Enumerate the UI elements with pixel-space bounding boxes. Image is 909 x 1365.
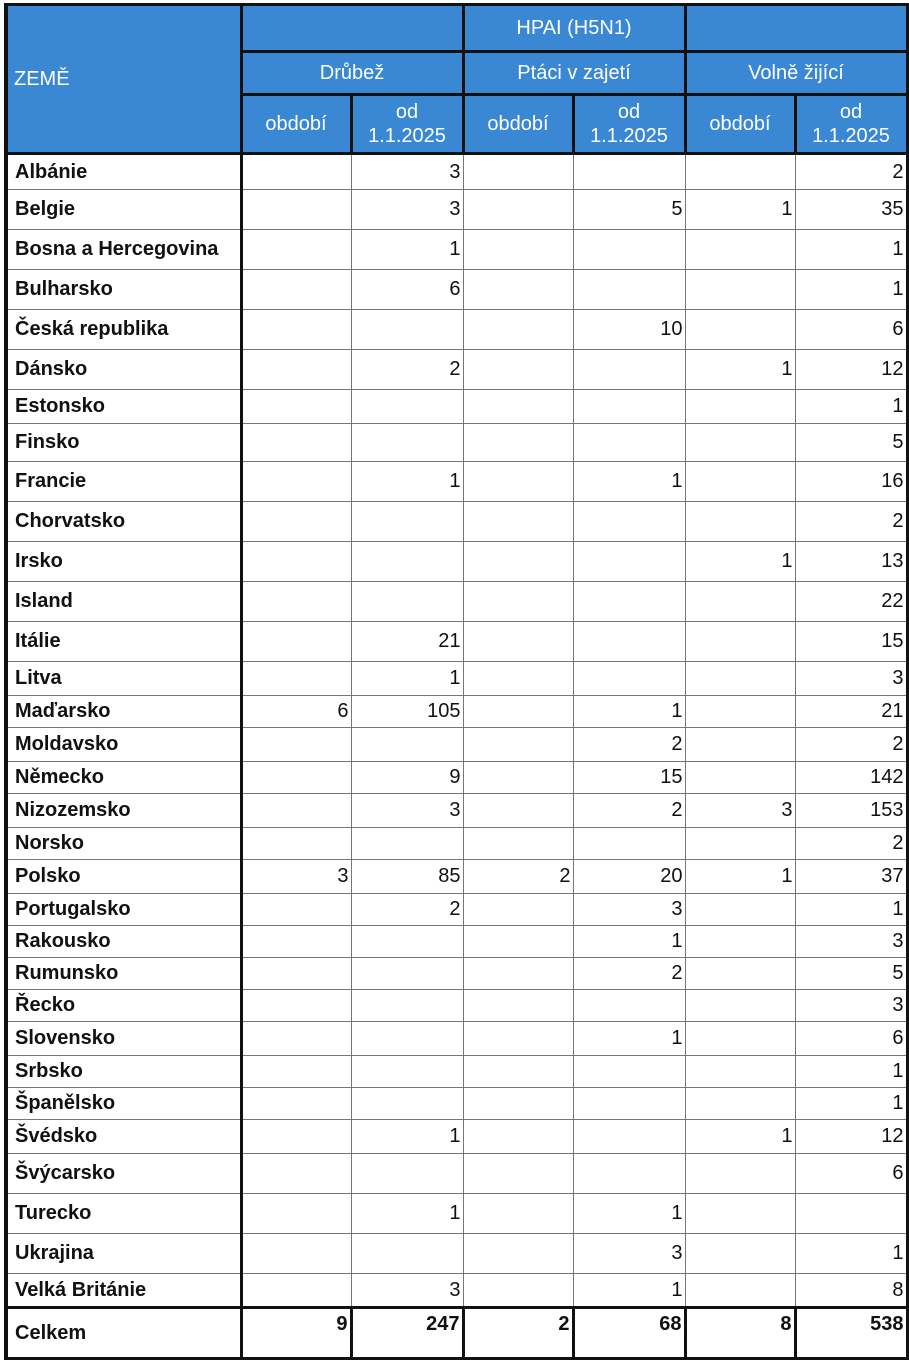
value-cell (351, 390, 463, 424)
since-line-1: od (839, 101, 863, 123)
value-cell (463, 622, 573, 662)
table-row (6, 728, 907, 762)
value-cell (463, 828, 573, 860)
value-cell: 1 (351, 1120, 463, 1154)
value-cell (241, 828, 351, 860)
value-cell (573, 230, 685, 270)
subheader-since (351, 95, 463, 154)
value-cell (241, 762, 351, 794)
value-cell (241, 1056, 351, 1088)
value-cell: 2 (351, 894, 463, 926)
value-cell (351, 310, 463, 350)
table-row (6, 1120, 907, 1154)
value-cell: 6 (795, 1154, 907, 1194)
value-cell: 1 (795, 894, 907, 926)
country-name: Irsko (6, 542, 241, 582)
value-cell (463, 1274, 573, 1308)
since-line-1: od (617, 101, 641, 123)
value-cell (685, 1154, 795, 1194)
total-cell: 68 (573, 1308, 685, 1359)
value-cell (573, 1120, 685, 1154)
value-cell: 15 (795, 622, 907, 662)
value-cell (685, 502, 795, 542)
value-cell (573, 1088, 685, 1120)
table-row (6, 424, 907, 462)
value-cell (463, 270, 573, 310)
value-cell: 22 (795, 582, 907, 622)
value-cell (685, 894, 795, 926)
value-cell: 2 (573, 794, 685, 828)
country-name: Slovensko (6, 1022, 241, 1056)
since-line-2: 1.1.2025 (368, 125, 446, 147)
value-cell (241, 990, 351, 1022)
value-cell: 1 (685, 350, 795, 390)
value-cell (351, 828, 463, 860)
value-cell: 142 (795, 762, 907, 794)
table-row (6, 990, 907, 1022)
value-cell: 2 (463, 860, 573, 894)
value-cell (463, 390, 573, 424)
country-name: Ukrajina (6, 1234, 241, 1274)
value-cell (685, 1088, 795, 1120)
value-cell (463, 1120, 573, 1154)
subheader-period: období (685, 95, 795, 154)
value-cell (685, 762, 795, 794)
value-cell: 12 (795, 350, 907, 390)
table-row (6, 462, 907, 502)
country-name: Dánsko (6, 350, 241, 390)
value-cell: 1 (795, 270, 907, 310)
value-cell (685, 828, 795, 860)
total-cell: 9 (241, 1308, 351, 1359)
since-line-2: 1.1.2025 (812, 125, 890, 147)
country-name: Maďarsko (6, 696, 241, 728)
subheader-since (795, 95, 907, 154)
group-header-captive: Ptáci v zajetí (463, 52, 685, 95)
total-row (6, 1308, 907, 1359)
value-cell (351, 1022, 463, 1056)
value-cell: 3 (795, 926, 907, 958)
value-cell: 1 (795, 1056, 907, 1088)
value-cell: 5 (573, 190, 685, 230)
value-cell (573, 350, 685, 390)
value-cell (463, 424, 573, 462)
country-name: Finsko (6, 424, 241, 462)
country-name: Česká republika (6, 310, 241, 350)
value-cell: 9 (351, 762, 463, 794)
value-cell (351, 926, 463, 958)
subheader-period: období (241, 95, 351, 154)
value-cell: 3 (795, 990, 907, 1022)
value-cell: 1 (351, 230, 463, 270)
total-cell: 247 (351, 1308, 463, 1359)
value-cell: 6 (795, 1022, 907, 1056)
value-cell (241, 462, 351, 502)
value-cell: 2 (795, 828, 907, 860)
table-row (6, 1088, 907, 1120)
value-cell: 3 (573, 1234, 685, 1274)
value-cell: 20 (573, 860, 685, 894)
country-name: Řecko (6, 990, 241, 1022)
value-cell: 21 (351, 622, 463, 662)
value-cell: 5 (795, 424, 907, 462)
value-cell (685, 270, 795, 310)
value-cell (241, 622, 351, 662)
table-row (6, 894, 907, 926)
country-name: Litva (6, 662, 241, 696)
value-cell (463, 662, 573, 696)
country-name: Polsko (6, 860, 241, 894)
value-cell (351, 728, 463, 762)
value-cell (351, 424, 463, 462)
group-header-poultry: Drůbež (241, 52, 463, 95)
value-cell: 16 (795, 462, 907, 502)
table-row (6, 794, 907, 828)
table-row (6, 828, 907, 860)
table-row (6, 190, 907, 230)
table-row (6, 1056, 907, 1088)
value-cell: 2 (573, 728, 685, 762)
value-cell (573, 542, 685, 582)
value-cell: 12 (795, 1120, 907, 1154)
value-cell: 1 (351, 462, 463, 502)
value-cell (351, 1088, 463, 1120)
country-name: Německo (6, 762, 241, 794)
value-cell (463, 310, 573, 350)
value-cell: 3 (795, 662, 907, 696)
value-cell: 3 (351, 154, 463, 190)
table-row (6, 270, 907, 310)
table-row (6, 390, 907, 424)
value-cell (351, 502, 463, 542)
table-row (6, 860, 907, 894)
table-row (6, 582, 907, 622)
value-cell (685, 1274, 795, 1308)
value-cell (685, 310, 795, 350)
table-row (6, 1154, 907, 1194)
value-cell: 6 (241, 696, 351, 728)
value-cell: 2 (795, 728, 907, 762)
value-cell (241, 1274, 351, 1308)
value-cell: 1 (351, 1194, 463, 1234)
table-body (6, 154, 907, 1308)
value-cell: 37 (795, 860, 907, 894)
value-cell (685, 390, 795, 424)
subheader-period: období (463, 95, 573, 154)
value-cell (685, 990, 795, 1022)
value-cell (463, 894, 573, 926)
country-name: Velká Británie (6, 1274, 241, 1308)
value-cell: 1 (351, 662, 463, 696)
value-cell: 2 (351, 350, 463, 390)
value-cell (351, 958, 463, 990)
value-cell (685, 662, 795, 696)
value-cell (463, 1022, 573, 1056)
country-name: Švýcarsko (6, 1154, 241, 1194)
table-row (6, 542, 907, 582)
value-cell (685, 728, 795, 762)
value-cell (463, 1154, 573, 1194)
value-cell (241, 894, 351, 926)
value-cell (573, 828, 685, 860)
value-cell: 3 (351, 794, 463, 828)
value-cell (685, 1234, 795, 1274)
value-cell (463, 794, 573, 828)
value-cell: 2 (795, 154, 907, 190)
value-cell (241, 1234, 351, 1274)
value-cell (463, 1056, 573, 1088)
value-cell (241, 502, 351, 542)
value-cell (241, 1088, 351, 1120)
since-line-1: od (395, 101, 419, 123)
value-cell (573, 424, 685, 462)
value-cell: 3 (573, 894, 685, 926)
value-cell (685, 622, 795, 662)
value-cell (351, 582, 463, 622)
table-row (6, 696, 907, 728)
value-cell: 1 (573, 1274, 685, 1308)
table-row (6, 622, 907, 662)
value-cell (241, 958, 351, 990)
value-cell: 3 (241, 860, 351, 894)
value-cell: 3 (685, 794, 795, 828)
value-cell (351, 542, 463, 582)
value-cell (463, 728, 573, 762)
value-cell (463, 762, 573, 794)
value-cell: 1 (795, 1088, 907, 1120)
value-cell: 6 (351, 270, 463, 310)
value-cell (685, 926, 795, 958)
value-cell: 2 (573, 958, 685, 990)
value-cell (241, 926, 351, 958)
value-cell (241, 728, 351, 762)
value-cell (463, 1088, 573, 1120)
value-cell: 1 (685, 190, 795, 230)
value-cell (463, 350, 573, 390)
value-cell (463, 926, 573, 958)
value-cell (241, 1194, 351, 1234)
table-row (6, 662, 907, 696)
country-name: Španělsko (6, 1088, 241, 1120)
country-name: Chorvatsko (6, 502, 241, 542)
value-cell (241, 542, 351, 582)
value-cell (241, 270, 351, 310)
table-row (6, 1234, 907, 1274)
country-name: Rumunsko (6, 958, 241, 990)
value-cell (241, 350, 351, 390)
value-cell (573, 990, 685, 1022)
table-row (6, 230, 907, 270)
value-cell: 6 (795, 310, 907, 350)
value-cell (573, 390, 685, 424)
table-row (6, 154, 907, 190)
value-cell (351, 1056, 463, 1088)
hpai-table-wrapper (4, 3, 904, 1360)
value-cell (463, 582, 573, 622)
value-cell: 8 (795, 1274, 907, 1308)
value-cell: 1 (685, 860, 795, 894)
table-row (6, 1274, 907, 1308)
value-cell: 21 (795, 696, 907, 728)
value-cell (573, 154, 685, 190)
value-cell: 1 (573, 462, 685, 502)
table-row (6, 1022, 907, 1056)
table-row (6, 926, 907, 958)
value-cell (463, 990, 573, 1022)
table-row (6, 1194, 907, 1234)
header-blank-left (241, 5, 463, 52)
group-header-wild: Volně žijící (685, 52, 907, 95)
subheader-since (573, 95, 685, 154)
country-name: Moldavsko (6, 728, 241, 762)
value-cell (241, 1022, 351, 1056)
value-cell: 1 (573, 1022, 685, 1056)
country-name: Srbsko (6, 1056, 241, 1088)
country-name: Rakousko (6, 926, 241, 958)
value-cell (463, 696, 573, 728)
value-cell (685, 424, 795, 462)
table-row (6, 350, 907, 390)
value-cell (241, 310, 351, 350)
country-name: Švédsko (6, 1120, 241, 1154)
value-cell: 5 (795, 958, 907, 990)
value-cell (463, 502, 573, 542)
value-cell (463, 1194, 573, 1234)
value-cell (685, 230, 795, 270)
country-name: Turecko (6, 1194, 241, 1234)
value-cell: 1 (685, 542, 795, 582)
value-cell (463, 958, 573, 990)
disease-header: HPAI (H5N1) (463, 5, 685, 52)
value-cell (573, 662, 685, 696)
total-cell: 2 (463, 1308, 573, 1359)
value-cell (241, 390, 351, 424)
country-name: Francie (6, 462, 241, 502)
value-cell (685, 1022, 795, 1056)
value-cell (685, 958, 795, 990)
value-cell: 1 (685, 1120, 795, 1154)
total-cell: 8 (685, 1308, 795, 1359)
table-row (6, 502, 907, 542)
value-cell (573, 502, 685, 542)
value-cell: 13 (795, 542, 907, 582)
value-cell (685, 582, 795, 622)
hpai-outbreak-table (4, 3, 909, 1360)
country-column-header: ZEMĚ (6, 5, 241, 154)
country-name: Norsko (6, 828, 241, 860)
value-cell: 1 (573, 926, 685, 958)
value-cell (463, 154, 573, 190)
value-cell (795, 1194, 907, 1234)
value-cell (351, 990, 463, 1022)
country-name: Bulharsko (6, 270, 241, 310)
country-name: Island (6, 582, 241, 622)
value-cell (573, 1056, 685, 1088)
value-cell (241, 424, 351, 462)
value-cell (685, 154, 795, 190)
value-cell (351, 1234, 463, 1274)
value-cell (241, 154, 351, 190)
value-cell (463, 1234, 573, 1274)
value-cell (685, 1056, 795, 1088)
value-cell: 153 (795, 794, 907, 828)
value-cell: 15 (573, 762, 685, 794)
value-cell (241, 794, 351, 828)
value-cell (463, 230, 573, 270)
value-cell (463, 462, 573, 502)
value-cell: 1 (573, 696, 685, 728)
value-cell (463, 190, 573, 230)
value-cell: 35 (795, 190, 907, 230)
header-blank-right (685, 5, 907, 52)
value-cell (241, 662, 351, 696)
table-row (6, 762, 907, 794)
value-cell (573, 1154, 685, 1194)
value-cell (685, 696, 795, 728)
country-name: Portugalsko (6, 894, 241, 926)
value-cell (241, 1120, 351, 1154)
value-cell (685, 1194, 795, 1234)
country-name: Nizozemsko (6, 794, 241, 828)
table-row (6, 958, 907, 990)
value-cell: 1 (795, 230, 907, 270)
country-name: Estonsko (6, 390, 241, 424)
country-name: Belgie (6, 190, 241, 230)
value-cell (241, 230, 351, 270)
value-cell: 3 (351, 190, 463, 230)
since-line-2: 1.1.2025 (590, 125, 668, 147)
country-name: Albánie (6, 154, 241, 190)
value-cell (573, 582, 685, 622)
value-cell (463, 542, 573, 582)
value-cell: 105 (351, 696, 463, 728)
country-name: Itálie (6, 622, 241, 662)
value-cell: 85 (351, 860, 463, 894)
value-cell (573, 270, 685, 310)
value-cell: 10 (573, 310, 685, 350)
total-label: Celkem (6, 1308, 241, 1359)
value-cell (241, 1154, 351, 1194)
table-row (6, 310, 907, 350)
value-cell (241, 190, 351, 230)
value-cell: 1 (795, 390, 907, 424)
total-cell: 538 (795, 1308, 907, 1359)
value-cell (573, 622, 685, 662)
value-cell: 3 (351, 1274, 463, 1308)
country-name: Bosna a Hercegovina (6, 230, 241, 270)
value-cell: 1 (573, 1194, 685, 1234)
table-header (6, 5, 907, 154)
value-cell (241, 582, 351, 622)
value-cell (685, 462, 795, 502)
value-cell: 2 (795, 502, 907, 542)
value-cell: 1 (795, 1234, 907, 1274)
value-cell (351, 1154, 463, 1194)
